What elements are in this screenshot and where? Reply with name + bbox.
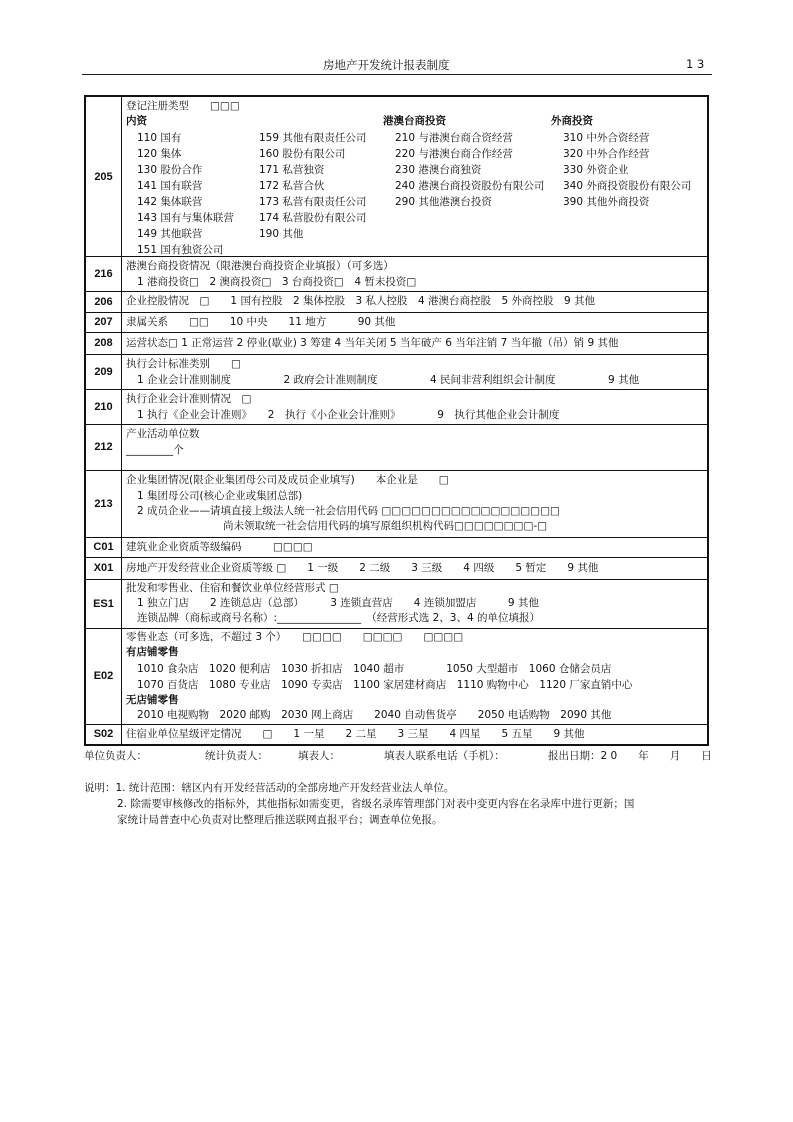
- row-option: 2 成员企业——请填直接上级法人统一社会信用代码 □□□□□□□□□□□□□□□□□□: [137, 505, 560, 517]
- filler-label: 填表人：: [298, 750, 340, 762]
- non-store-retail-heading: 无店铺零售: [126, 694, 179, 706]
- registration-type-label: 登记注册类型 □□□: [126, 100, 240, 112]
- option-item: 151 国有独资公司: [137, 244, 224, 256]
- row-options: 1 执行《企业会计准则》 2 执行《小企业会计准则》 9 执行其他企业会计制度: [137, 409, 560, 421]
- row-options: 1010 食杂店 1020 便利店 1030 折扣店 1040 超市 1050 大型超市 1060 仓储会员店: [137, 663, 612, 675]
- row-code: 208: [86, 332, 122, 354]
- option-item: 171 私营独资: [259, 164, 325, 176]
- row-c01: [86, 537, 707, 558]
- domestic-heading: 内资: [126, 115, 147, 127]
- row-label: 执行会计标准类别 □: [126, 358, 241, 370]
- row-code: 216: [86, 256, 122, 291]
- note-2: 2. 除需要审核修改的指标外，其他指标如需变更，省级名录库管理部门对表中变更内容在名录库中进行更新；国: [117, 798, 635, 810]
- row-option: 尚未领取统一社会信用代码的填写原组织机构代码□□□□□□□□-□: [223, 520, 548, 532]
- option-item: 160 股份有限公司: [259, 148, 346, 160]
- option-item: 120 集体: [137, 148, 182, 160]
- row-code: 205: [86, 97, 122, 256]
- row-code: 209: [86, 354, 122, 389]
- row-label: 执行企业会计准则情况 □: [126, 393, 252, 405]
- row-es1: [86, 579, 707, 629]
- report-date-label: 报出日期：2 0 年 月 日: [548, 750, 712, 762]
- row-s02: [86, 724, 707, 744]
- row-label: 产业活动单位数: [126, 428, 200, 440]
- row-216: [86, 256, 707, 292]
- row-code: 206: [86, 291, 122, 312]
- note-1: 说明：1. 统计范围：辖区内有开发经营活动的全部房地产开发经营业法人单位。: [84, 782, 455, 794]
- option-item: 159 其他有限责任公司: [259, 132, 367, 144]
- option-item: 149 其他联营: [137, 228, 203, 240]
- option-item: 143 国有与集体联营: [137, 212, 234, 224]
- row-options: 1 独立门店 2 连锁总店（总部） 3 连锁直营店 4 连锁加盟店 9 其他: [137, 597, 539, 609]
- option-item: 340 外商投资股份有限公司: [563, 180, 692, 192]
- row-code: 213: [86, 470, 122, 537]
- row-code: S02: [86, 724, 122, 744]
- row-code: X01: [86, 557, 122, 579]
- row-206: [86, 291, 707, 313]
- unit-count-field[interactable]: _________个: [126, 444, 184, 456]
- row-label: 企业控股情况 □ 1 国有控股 2 集体控股 3 私人控股 4 港澳台商控股 5 外商控股 9 其他: [126, 295, 596, 307]
- row-208: [86, 332, 707, 355]
- row-label: 零售业态（可多选，不超过 3 个） □□□□ □□□□ □□□□: [126, 631, 464, 643]
- row-209: [86, 354, 707, 390]
- option-item: 141 国有联营: [137, 180, 203, 192]
- option-item: 173 私营有限责任公司: [259, 196, 367, 208]
- option-item: 220 与港澳台商合作经营: [395, 148, 513, 160]
- row-code: 212: [86, 424, 122, 470]
- page-number: 1 3: [686, 57, 705, 71]
- row-label: 住宿业单位星级评定情况 □ 1 一星 2 二星 3 三星 4 四星 5 五星 9 其他: [126, 728, 585, 740]
- row-code: 210: [86, 389, 122, 424]
- form-table: [84, 95, 709, 746]
- option-item: 210 与港澳台商合资经营: [395, 132, 513, 144]
- row-options: 1 港商投资□ 2 澳商投资□ 3 台商投资□ 4 暂未投资□: [137, 276, 417, 288]
- row-label: 房地产开发经营业企业资质等级 □ 1 一级 2 二级 3 三级 4 四级 5 暂定 9 其他: [126, 562, 599, 574]
- row-213: [86, 470, 707, 538]
- row-options: 1070 百货店 1080 专业店 1090 专卖店 1100 家居建材商店 1110 购物中心 1120 厂家直销中心: [137, 679, 633, 691]
- row-e02: [86, 628, 707, 725]
- row-code: 207: [86, 312, 122, 332]
- row-212: [86, 424, 707, 471]
- row-options: 1 企业会计准则制度 2 政府会计准则制度 4 民间非营利组织会计制度 9 其他: [137, 374, 640, 386]
- note-2-cont: 家统计局普查中心负责对比整理后推送联网直报平台；调查单位免报。: [117, 814, 443, 826]
- row-label: 隶属关系 □□ 10 中央 11 地方 90 其他: [126, 316, 396, 328]
- hkmt-heading: 港澳台商投资: [383, 115, 446, 127]
- row-code: C01: [86, 537, 122, 557]
- filler-phone-label: 填表人联系电话（手机）：: [384, 750, 505, 762]
- option-item: 142 集体联营: [137, 196, 203, 208]
- row-option: 1 集团母公司(核心企业或集团总部): [137, 490, 303, 502]
- option-item: 190 其他: [259, 228, 304, 240]
- stat-head-label: 统计负责人：: [205, 750, 268, 762]
- row-label: 批发和零售业、住宿和餐饮业单位经营形式 □: [126, 582, 339, 594]
- option-item: 174 私营股份有限公司: [259, 212, 367, 224]
- row-label: 港澳台商投资情况（限港澳台商投资企业填报）（可多选）: [126, 260, 394, 272]
- option-item: 310 中外合资经营: [563, 132, 650, 144]
- row-label: 运营状态□ 1 正常运营 2 停业(歇业) 3 筹建 4 当年关闭 5 当年破产 6 当年注销 7 当年撤（吊）销 9 其他: [126, 337, 619, 349]
- option-item: 110 国有: [137, 132, 182, 144]
- unit-head-label: 单位负责人：: [84, 750, 147, 762]
- foreign-heading: 外商投资: [551, 115, 593, 127]
- option-item: 172 私营合伙: [259, 180, 325, 192]
- row-code: E02: [86, 628, 122, 724]
- row-210: [86, 389, 707, 425]
- header-rule: [82, 74, 712, 75]
- option-item: 330 外资企业: [563, 164, 629, 176]
- option-item: 240 港澳台商投资股份有限公司: [395, 180, 545, 192]
- row-x01: [86, 557, 707, 580]
- store-retail-heading: 有店铺零售: [126, 646, 179, 658]
- option-item: 320 中外合作经营: [563, 148, 650, 160]
- row-label: 企业集团情况(限企业集团母公司及成员企业填写) 本企业是 □: [126, 474, 449, 486]
- chain-brand-field[interactable]: 连锁品牌（商标或商号名称）:________________ （经营形式选 2、3、4 的单位填报）: [137, 612, 541, 624]
- row-205: [86, 97, 707, 257]
- option-item: 390 其他外商投资: [563, 196, 650, 208]
- row-label: 建筑业企业资质等级编码 □□□□: [126, 541, 313, 553]
- option-item: 130 股份合作: [137, 164, 203, 176]
- option-item: 230 港澳台商独资: [395, 164, 482, 176]
- row-code: ES1: [86, 579, 122, 628]
- option-item: 290 其他港澳台投资: [395, 196, 492, 208]
- row-207: [86, 312, 707, 333]
- row-options: 2010 电视购物 2020 邮购 2030 网上商店 2040 自动售货亭 2050 电话购物 2090 其他: [137, 709, 612, 721]
- report-title: 房地产开发统计报表制度: [323, 58, 450, 72]
